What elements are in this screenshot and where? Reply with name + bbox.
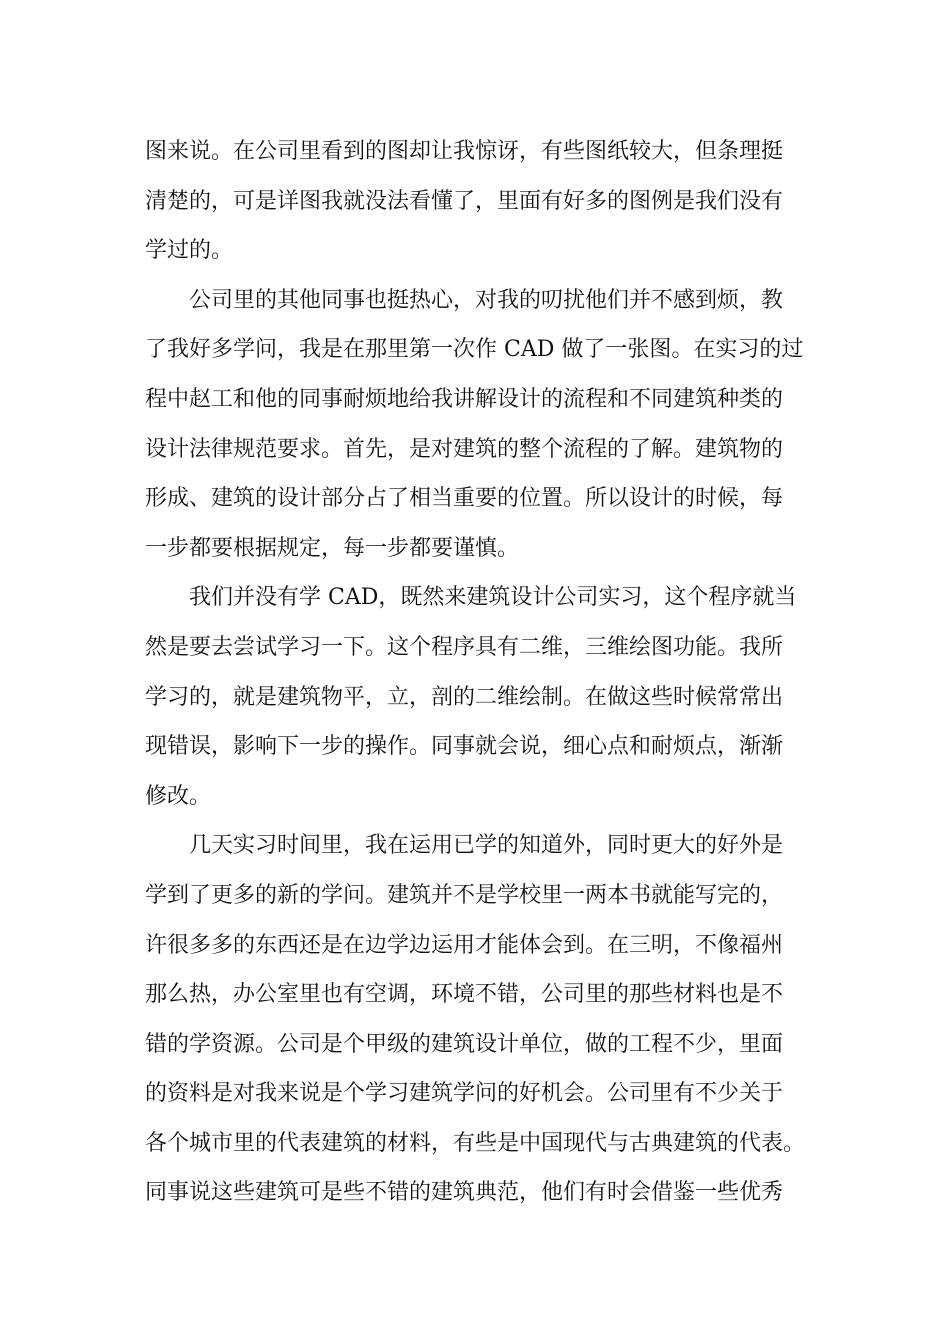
text-line: 学过的。 [145,238,234,264]
text-line: 然是要去尝试学习一下。这个程序具有二维，三维绘图功能。我所 [145,634,784,660]
text-line: 程中赵工和他的同事耐烦地给我讲解设计的流程和不同建筑种类的 [145,386,784,412]
text-line: 几天实习时间里，我在运用已学的知道外，同时更大的好外是 [189,833,784,859]
text-line: 清楚的，可是详图我就没法看懂了，里面有好多的图例是我们没有 [145,188,784,214]
text-line: 学到了更多的新的学问。建筑并不是学校里一两本书就能写完的， [145,882,784,908]
text-line: 的资料是对我来说是个学习建筑学问的好机会。公司里有不少关于 [145,1081,784,1107]
text-line: 一步都要根据规定，每一步都要谨慎。 [145,535,520,561]
text-line: 许很多多的东西还是在边学边运用才能体会到。在三明，不像福州 [145,932,784,958]
text-line: 公司里的其他同事也挺热心，对我的叨扰他们并不感到烦，教 [189,287,784,313]
text-line: 设计法律规范要求。首先，是对建筑的整个流程的了解。建筑物的 [145,436,784,462]
paragraph [145,276,845,574]
text-line: 修改。 [145,783,212,809]
text-line: 形成、建筑的设计部分占了相当重要的位置。所以设计的时候，每 [145,486,784,512]
paragraph [145,127,845,276]
text-line: 我们并没有学 CAD，既然来建筑设计公司实习，这个程序就当 [189,585,797,611]
text-line: 同事说这些建筑可是些不错的建筑典范，他们有时会借鉴一些优秀 [145,1180,784,1206]
text-line: 了我好多学问，我是在那里第一次作 CAD 做了一张图。在实习的过 [145,337,804,363]
text-line: 图来说。在公司里看到的图却让我惊讶，有些图纸较大，但条理挺 [145,139,784,164]
text-line: 学习的，就是建筑物平，立，剖的二维绘制。在做这些时候常常出 [145,684,784,710]
text-line: 那么热，办公室里也有空调，环境不错，公司里的那些材料也是不 [145,982,784,1008]
paragraph [145,573,845,821]
text-line: 各个城市里的代表建筑的材料，有些是中国现代与古典建筑的代表。 [145,1130,806,1156]
document-body [145,127,845,1218]
text-line: 错的学资源。公司是个甲级的建筑设计单位，做的工程不少，里面 [145,1031,784,1057]
text-line: 现错误，影响下一步的操作。同事就会说，细心点和耐烦点，渐渐 [145,734,784,760]
paragraph [145,821,845,1218]
